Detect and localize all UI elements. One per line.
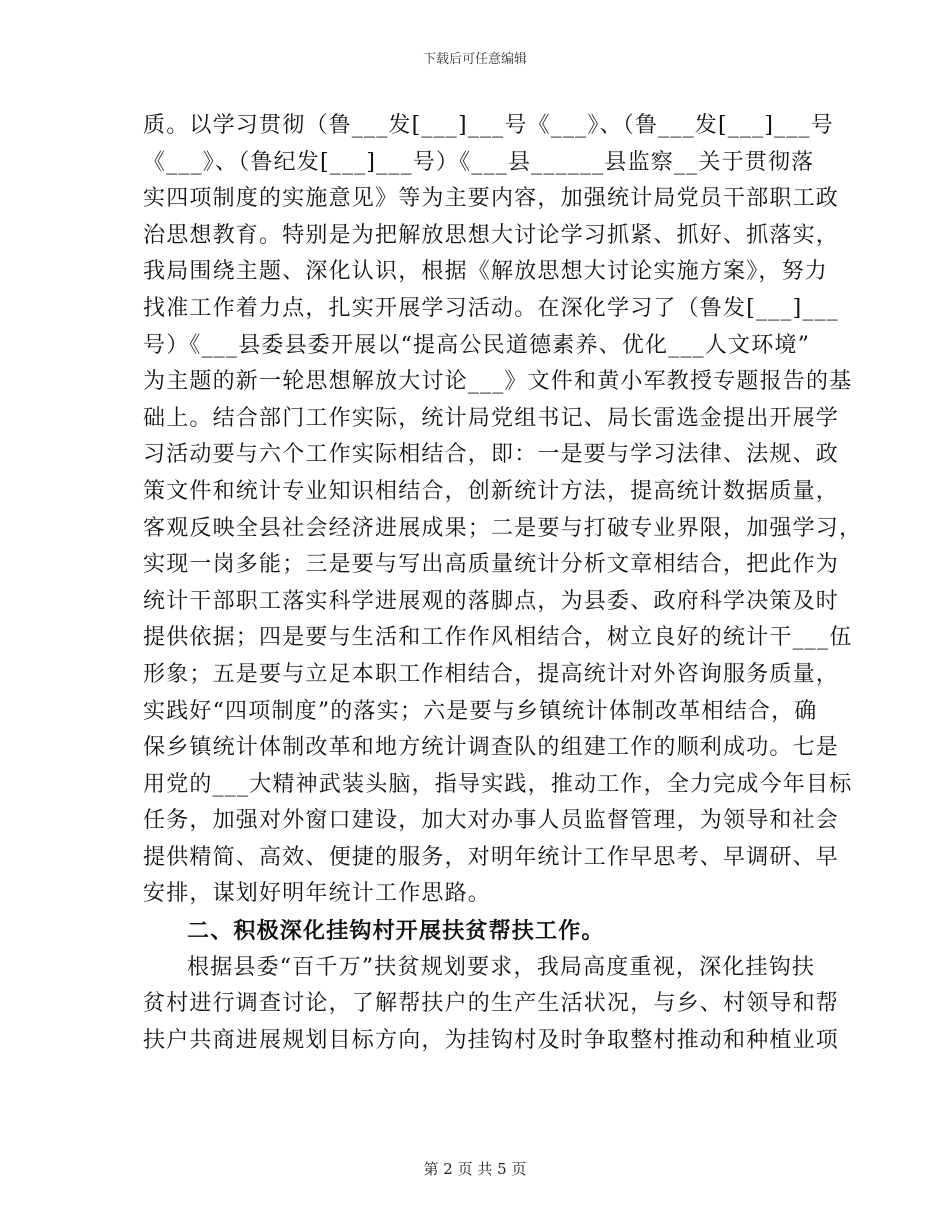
document-body <box>143 108 863 1059</box>
body-line: 质。以学习贯彻（鲁___发[___]___号《___》、（鲁___发[___]___号 <box>143 113 834 138</box>
body-line: 我局围绕主题、深化认识，根据《解放思想大讨论实施方案》，努力 <box>143 259 829 285</box>
body-line: 提供精简、高效、便捷的服务，对明年统计工作早思考、早调研、早 <box>143 844 840 870</box>
body-line: 客观反映全县社会经济进展成果；二是要与打破专业界限，加强学习， <box>143 515 863 541</box>
body-line: 找准工作着力点，扎实开展学习活动。在深化学习了（鲁发[___]___ <box>143 295 839 321</box>
body-line: 根据县委“百千万”扶贫规划要求，我局高度重视，深化挂钩扶 <box>187 954 816 980</box>
body-line: 提供依据；四是要与生活和工作作风相结合，树立良好的统计干___伍 <box>143 625 853 651</box>
section-heading: 二、积极深化挂钩村开展扶贫帮扶工作。 <box>187 918 605 945</box>
body-line: 号）《___县委县委开展以“提高公民道德素养、优化___人文环境” <box>143 332 811 358</box>
body-line: 统计干部职工落实科学进展观的落脚点，为县委、政府科学决策及时 <box>143 588 840 614</box>
body-line: 形象；五是要与立足本职工作相结合，提高统计对外咨询服务质量， <box>143 661 840 687</box>
body-line: 实现一岗多能；三是要与写出高质量统计分析文章相结合，把此作为 <box>143 552 840 578</box>
page-header: 下载后可任意编辑 <box>422 52 527 67</box>
body-line: 贫村进行调查讨论，了解帮扶户的生产生活状况，与乡、村领导和帮 <box>143 991 840 1017</box>
body-line: 习活动要与六个工作实际相结合，即：一是要与学习法律、法规、政 <box>143 442 840 468</box>
body-line: 扶户共商进展规划目标方向，为挂钩村及时争取整村推动和种植业项 <box>143 1027 840 1053</box>
body-line: 任务，加强对外窗口建设，加大对办事人员监督管理，为领导和社会 <box>143 808 840 834</box>
page-number: 第 2 页 共 5 页 <box>423 1160 527 1178</box>
body-line: 保乡镇统计体制改革和地方统计调查队的组建工作的顺利成功。七是 <box>143 735 840 761</box>
body-line: 用党的___大精神武装头脑，指导实践，推动工作，全力完成今年目标 <box>143 771 853 797</box>
body-line: 安排，谋划好明年统计工作思路。 <box>143 881 492 907</box>
body-line: 为主题的新一轮思想解放大讨论___》文件和黄小军教授专题报告的基 <box>143 369 853 395</box>
body-line: 策文件和统计专业知识相结合，创新统计方法，提高统计数据质量， <box>143 478 840 504</box>
body-line: 实践好“四项制度”的落实；六是要与乡镇统计体制改革相结合，确 <box>143 698 818 724</box>
body-line: 础上。结合部门工作实际，统计局党组书记、局长雷选金提出开展学 <box>143 405 840 431</box>
body-line: 实四项制度的实施意见》等为主要内容，加强统计局党员干部职工政 <box>143 186 840 212</box>
body-line: 《___》、（鲁纪发[___]___号）《___县______县监察__关于贯彻落 <box>143 149 815 175</box>
body-line: 治思想教育。特别是为把解放思想大讨论学习抓紧、抓好、抓落实， <box>143 222 840 248</box>
